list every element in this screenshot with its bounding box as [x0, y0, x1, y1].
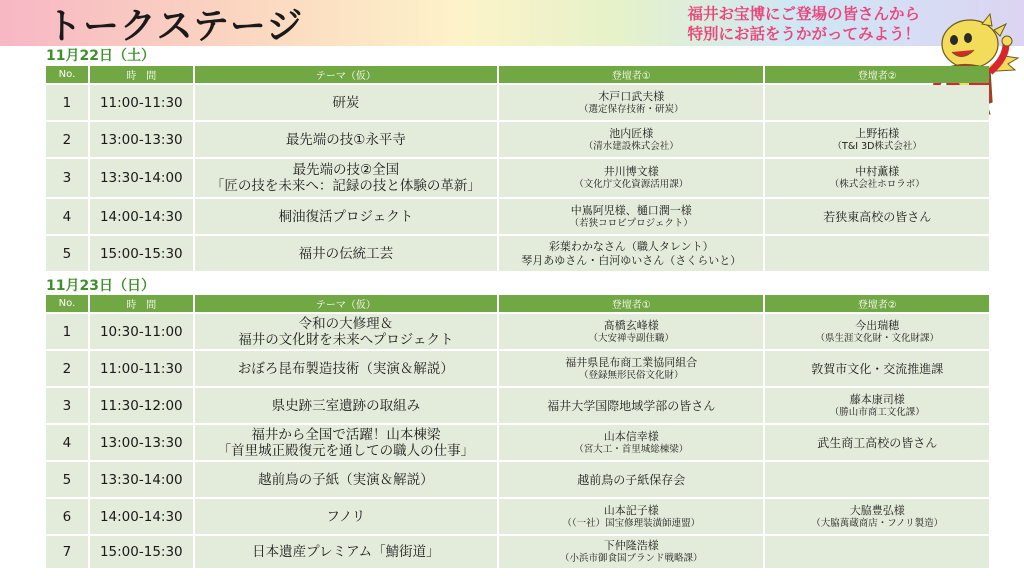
row-number: 3	[62, 397, 72, 414]
speaker2-cell	[765, 388, 989, 423]
theme-cell	[195, 199, 497, 234]
row-number-cell	[46, 199, 88, 234]
row-number: 4	[62, 208, 72, 225]
table-row	[46, 314, 989, 349]
speaker2-cell	[765, 85, 989, 120]
theme-cell	[195, 499, 497, 534]
speaker-name: 藤本康司様	[849, 392, 905, 406]
speaker1-cell	[499, 159, 763, 197]
col-speaker2-header: 登壇者②	[765, 295, 989, 312]
theme-text: 福井から全国で活躍！山本棟梁	[251, 426, 441, 443]
theme-text: 福井の文化財を未来へプロジェクト	[238, 331, 454, 348]
speaker-affiliation: （大脇萬蔵商店・フノリ製造）	[811, 517, 944, 529]
speaker2-cell	[765, 351, 989, 386]
day1-header-row	[46, 66, 989, 83]
theme-text: 研炭	[332, 94, 360, 111]
speaker-affiliation: （宮大工・首里城総棟梁）	[574, 443, 689, 455]
col-theme-header: テーマ（仮）	[195, 66, 497, 83]
theme-text: 最先端の技①永平寺	[285, 131, 406, 148]
row-number: 1	[62, 323, 72, 340]
speaker2-cell	[765, 199, 989, 234]
table-row	[46, 536, 989, 568]
speaker-affiliation: （登録無形民俗文化財）	[579, 369, 684, 381]
time-cell	[90, 122, 193, 157]
speaker2-cell	[765, 536, 989, 568]
time-slot: 11:00-11:30	[99, 360, 183, 377]
speaker1-cell	[499, 388, 763, 423]
theme-cell	[195, 388, 497, 423]
table-row	[46, 425, 989, 460]
day1-body	[46, 85, 989, 271]
time-cell	[90, 425, 193, 460]
time-cell	[90, 199, 193, 234]
speaker-name: 武生商工高校の皆さん	[817, 435, 938, 450]
speaker-name: 琴月あゆさん・白河ゆいさん（さくらいと）	[521, 253, 742, 267]
theme-cell	[195, 236, 497, 271]
speaker-name: 木戸口武夫様	[598, 89, 665, 103]
theme-text: 最先端の技②全国	[292, 162, 400, 178]
theme-cell	[195, 85, 497, 120]
theme-text: フノリ	[326, 508, 366, 525]
speaker1-cell	[499, 462, 763, 497]
time-cell	[90, 462, 193, 497]
speaker1-cell	[499, 499, 763, 534]
row-number-cell	[46, 314, 88, 349]
table-row	[46, 236, 989, 271]
time-slot: 15:00-15:30	[99, 544, 183, 560]
theme-cell	[195, 536, 497, 568]
col-no-header: No.	[46, 295, 88, 312]
time-cell	[90, 388, 193, 423]
time-cell	[90, 314, 193, 349]
time-slot: 14:00-14:30	[99, 208, 183, 225]
speaker-name: 彩葉わかなさん（職人タレント）	[548, 239, 714, 253]
row-number: 3	[62, 170, 72, 186]
theme-text: 県史跡三室遺跡の取組み	[271, 397, 421, 414]
speaker-affiliation: （県生涯文化財・文化財課）	[815, 332, 939, 344]
speaker-affiliation: （大安禅寺副住職）	[588, 332, 675, 344]
table-row	[46, 85, 989, 120]
speaker-affiliation: （選定保存技術・研炭）	[579, 103, 684, 115]
page-subtitle	[687, 4, 920, 44]
speaker1-cell	[499, 199, 763, 234]
speaker2-cell	[765, 122, 989, 157]
theme-text: 「首里城正殿復元を通しての職人の仕事」	[217, 442, 475, 459]
row-number-cell	[46, 462, 88, 497]
row-number-cell	[46, 236, 88, 271]
speaker-name: 井川博文様	[603, 165, 659, 178]
row-number: 7	[62, 544, 72, 560]
speaker2-cell	[765, 236, 989, 271]
table-row	[46, 462, 989, 497]
row-number: 5	[62, 471, 72, 488]
time-slot: 14:00-14:30	[99, 508, 183, 525]
theme-cell	[195, 351, 497, 386]
speaker-name: 池内匠様	[609, 126, 654, 140]
theme-text: 「匠の技を未来へ：記録の技と体験の革新」	[210, 178, 481, 194]
time-cell	[90, 351, 193, 386]
time-slot: 15:00-15:30	[99, 245, 183, 262]
row-number-cell	[46, 425, 88, 460]
speaker-name: 敦賀市文化・交流推進課	[811, 361, 944, 376]
speaker2-cell	[765, 425, 989, 460]
speaker-name: 中村薫様	[855, 165, 900, 178]
row-number: 2	[62, 131, 72, 148]
time-slot: 11:00-11:30	[99, 94, 183, 111]
theme-text: 令和の大修理＆	[298, 315, 394, 332]
col-time-header: 時 間	[90, 295, 193, 312]
day2-date: 11月23日（日）	[46, 278, 155, 294]
time-slot: 10:30-11:00	[99, 323, 183, 340]
speaker-name: 福井県昆布商工業協同組合	[565, 355, 698, 369]
theme-cell	[195, 314, 497, 349]
speaker-name: 福井大学国際地域学部の皆さん	[547, 398, 716, 413]
speaker-name: 下仲隆浩様	[603, 539, 659, 552]
col-theme-header: テーマ（仮）	[195, 295, 497, 312]
time-cell	[90, 536, 193, 568]
speaker1-cell	[499, 236, 763, 271]
speaker1-cell	[499, 425, 763, 460]
time-slot: 13:00-13:30	[99, 131, 183, 148]
day1-table	[46, 66, 989, 273]
theme-cell	[195, 425, 497, 460]
speaker1-cell	[499, 536, 763, 568]
day1-date: 11月22日（土）	[46, 48, 155, 64]
row-number-cell	[46, 159, 88, 197]
time-cell	[90, 159, 193, 197]
table-row	[46, 388, 989, 423]
theme-text: 桐油復活プロジェクト	[278, 208, 414, 225]
row-number-cell	[46, 122, 88, 157]
col-speaker1-header: 登壇者①	[499, 66, 763, 83]
speaker-affiliation: （（一社）国宝修理装潢師連盟）	[562, 517, 701, 529]
row-number-cell	[46, 85, 88, 120]
speaker2-cell	[765, 314, 989, 349]
day2-body	[46, 314, 989, 568]
col-time-header: 時 間	[90, 66, 193, 83]
speaker2-cell	[765, 159, 989, 197]
row-number: 4	[62, 434, 72, 451]
speaker-affiliation: （清水建設株式会社）	[583, 140, 679, 152]
speaker-name: 山本記子様	[603, 503, 659, 517]
col-speaker2-header: 登壇者②	[765, 66, 989, 83]
page-title: トークステージ	[46, 6, 304, 47]
col-speaker1-header: 登壇者①	[499, 295, 763, 312]
speaker-affiliation: （若狭コロビプロジェクト）	[569, 217, 693, 229]
row-number-cell	[46, 536, 88, 568]
day2-table	[46, 295, 989, 570]
speaker-name: 大脇豊弘様	[849, 503, 905, 517]
speaker1-cell	[499, 314, 763, 349]
speaker-name: 髙橋玄峰様	[603, 318, 659, 332]
speaker-name: 今出瑞穂	[855, 318, 900, 332]
speaker-affiliation: （小浜市御食国ブランド戦略課）	[560, 553, 703, 564]
speaker1-cell	[499, 122, 763, 157]
speaker-affiliation: （株式会社ホロラボ）	[829, 179, 925, 190]
subtitle-line-2: 特別にお話をうかがってみよう！	[687, 25, 920, 43]
speaker-name: 中嶌阿児様、樋口潤一様	[570, 203, 692, 217]
speaker2-cell	[765, 462, 989, 497]
row-number: 2	[62, 360, 72, 377]
time-slot: 13:30-14:00	[99, 471, 183, 488]
speaker-name: 上野拓様	[855, 126, 900, 140]
time-slot: 13:00-13:30	[99, 434, 183, 451]
time-slot: 11:30-12:00	[99, 397, 183, 414]
row-number-cell	[46, 351, 88, 386]
table-row	[46, 199, 989, 234]
speaker-affiliation: （文化庁文化資源活用課）	[574, 179, 689, 190]
row-number: 1	[62, 94, 72, 111]
time-cell	[90, 236, 193, 271]
table-row	[46, 499, 989, 534]
speaker-affiliation: （T&I 3D株式会社）	[832, 140, 922, 152]
speaker-name: 山本信幸様	[603, 429, 659, 443]
theme-cell	[195, 159, 497, 197]
speaker-name: 若狭東高校の皆さん	[823, 209, 932, 224]
table-row	[46, 351, 989, 386]
row-number-cell	[46, 499, 88, 534]
subtitle-line-1: 福井お宝博にご登場の皆さんから	[687, 5, 920, 23]
theme-text: おぼろ昆布製造技術（実演＆解説）	[237, 360, 454, 377]
row-number-cell	[46, 388, 88, 423]
theme-text: 越前鳥の子紙（実演＆解説）	[258, 471, 434, 488]
speaker2-cell	[765, 499, 989, 534]
col-no-header: No.	[46, 66, 88, 83]
speaker-affiliation: （勝山市商工文化課）	[829, 406, 925, 418]
theme-text: 福井の伝統工芸	[298, 245, 394, 262]
time-cell	[90, 499, 193, 534]
table-row	[46, 159, 989, 197]
speaker-name: 越前鳥の子紙保存会	[577, 472, 686, 487]
speaker1-cell	[499, 351, 763, 386]
theme-cell	[195, 122, 497, 157]
row-number: 5	[62, 245, 72, 262]
speaker1-cell	[499, 85, 763, 120]
time-slot: 13:30-14:00	[99, 170, 183, 186]
time-cell	[90, 85, 193, 120]
table-row	[46, 122, 989, 157]
theme-cell	[195, 462, 497, 497]
row-number: 6	[62, 508, 72, 525]
day2-header-row	[46, 295, 989, 312]
theme-text: 日本遺産プレミアム「鯖街道」	[252, 544, 440, 560]
